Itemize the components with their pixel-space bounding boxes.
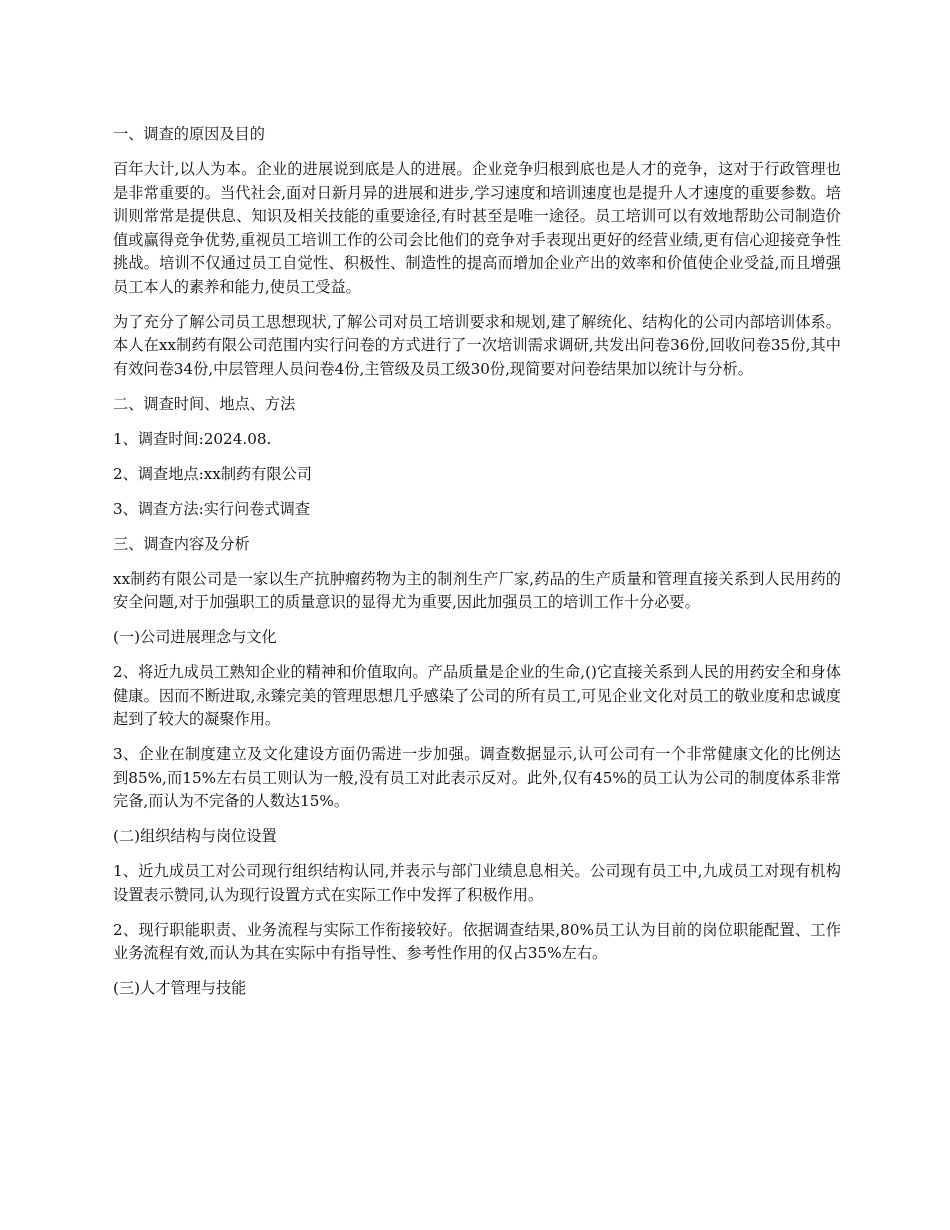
document-page: [113, 123, 841, 1012]
paragraph-survey-scope: 为了充分了解公司员工思想现状,了解公司对员工培训要求和规划,建了解统化、结构化的公司内部培训体系。本人在xx制药有限公司范围内实行问卷的方式进行了一次培训需求调研,共发出问卷36份,回收问卷35份,其中有效问卷34份,中层管理人员问卷4份,主管级及员工级30份,现简要对问卷结果加以统计与分析。: [113, 312, 841, 378]
survey-location: 2、调查地点:xx制药有限公司: [113, 464, 312, 483]
survey-time: 1、调查时间:2024.08.: [113, 429, 272, 448]
paragraph-structure-1: 1、近九成员工对公司现行组织结构认同,并表示与部门业绩息息相关。公司现有员工中,九成员工对现有机构设置表示赞同,认为现行设置方式在实际工作中发挥了积极作用。: [113, 862, 841, 904]
section-heading-1: 一、调查的原因及目的: [113, 125, 265, 143]
subsection-heading-2: (二)组织结构与岗位设置: [113, 827, 277, 845]
subsection-heading-3: (三)人才管理与技能: [113, 979, 247, 997]
paragraph-culture-3: 3、企业在制度建立及文化建设方面仍需进一步加强。调查数据显示,认可公司有一个非常健康文化的比例达到85%,而15%左右员工则认为一般,没有员工对此表示反对。此外,仅有45%的员工认为公司的制度体系非常完备,而认为不完备的人数达15%。: [113, 745, 841, 810]
section-heading-3: 三、调查内容及分析: [113, 534, 250, 553]
paragraph-company-intro: xx制药有限公司是一家以生产抗肿瘤药物为主的制剂生产厂家,药品的生产质量和管理直接关系到人民用药的安全问题,对于加强职工的质量意识的显得尤为重要,因此加强员工的培训工作十分必要。: [113, 569, 841, 611]
paragraph-culture-2: 2、将近九成员工熟知企业的精神和价值取向。产品质量是企业的生命,()它直接关系到人民的用药安全和身体健康。因而不断进取,永臻完美的管理思想几乎感染了公司的所有员工,可见企业文化对员工的敬业度和忠诚度起到了较大的凝聚作用。: [113, 663, 841, 728]
paragraph-intro: 百年大计,以人为本。企业的进展说到底是人的进展。企业竞争归根到底也是人才的竞争，这对于行政管理也是非常重要的。当代社会,面对日新月异的进展和进步,学习速度和培训速度也是提升人才速度的重要参数。培训则常常是提供息、知识及相关技能的重要途径,有时甚至是唯一途径。员工培训可以有效地帮助公司制造价值或赢得竞争优势,重视员工培训工作的公司会比他们的竞争对手表现出更好的经营业绩,更有信心迎接竞争性挑战。培训不仅通过员工自觉性、积极性、制造性的提高而增加企业产出的效率和价值使企业受益,而且增强员工本人的素养和能力,使员工受益。: [113, 160, 841, 296]
survey-method: 3、调查方法:实行问卷式调查: [113, 499, 311, 518]
subsection-heading-1: (一)公司进展理念与文化: [113, 628, 277, 646]
paragraph-structure-2: 2、现行职能职责、业务流程与实际工作衔接较好。依据调查结果,80%员工认为目前的岗位职能配置、工作业务流程有效,而认为其在实际中有指导性、参考性作用的仅占35%左右。: [113, 920, 841, 962]
section-heading-2: 二、调查时间、地点、方法: [113, 394, 296, 413]
